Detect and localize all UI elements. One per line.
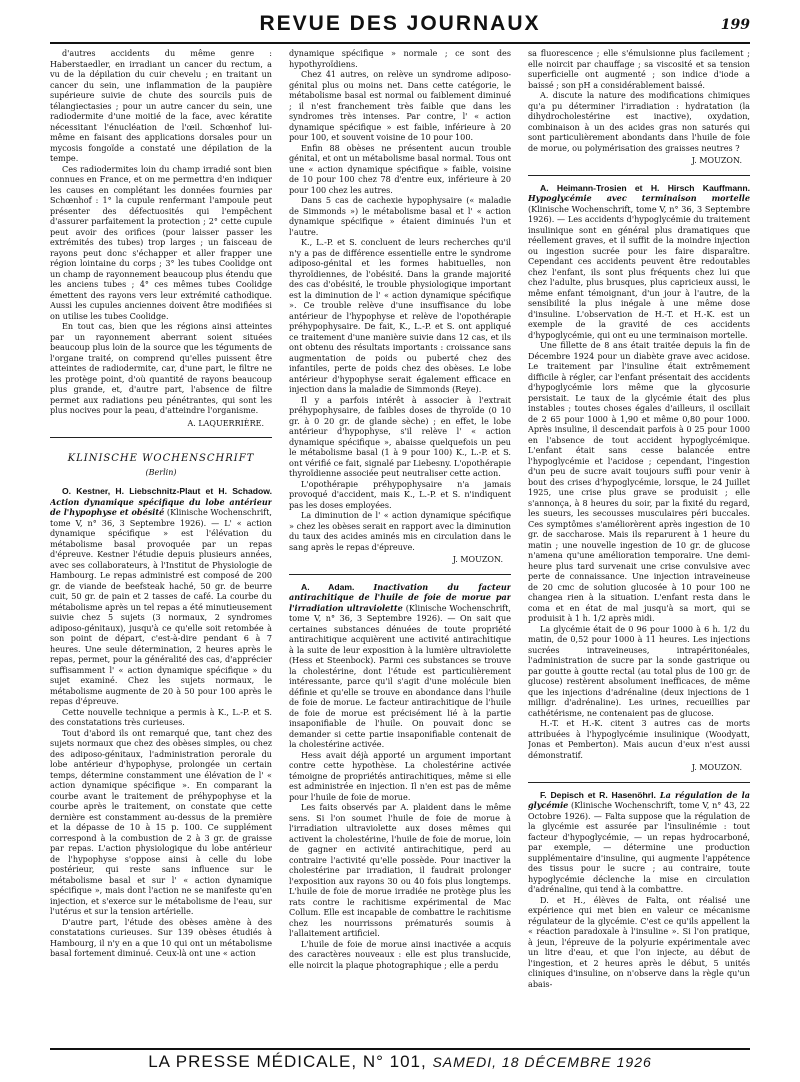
author-signature: J. MOUZON. [691, 156, 742, 165]
column-1 [50, 48, 272, 1036]
divider [289, 574, 511, 575]
paragraph: d'autres accidents du même genre : Haberstaedler, en irradiant un cancer du rectum, a vu de la dépilation du cuir chevelu ; en traitant un cancer du sein, une inflammation de la paupière supérieure suivie de chute des sourcils puis de télangiectasies ; pour un autre cancer du sein, une radiodermite d'une moitié de la face, avec kératite nécessitant l'énucléation de l'œil. Schœnhof lui-même en faisant des applications dorsales pour un mycosis fongoïde a constaté une dépilation de la tempe. [50, 48, 272, 163]
divider [50, 437, 272, 438]
paragraph: H.-T. et H.-K. citent 3 autres cas de morts attribuées à l'hypoglycémie insulinique (Woodyatt, Jonas et Pemberton). Mais aucun d'eux n'est aussi démonstratif. [528, 718, 750, 760]
paragraph: Dans 5 cas de cachexie hypophysaire (« maladie de Simmonds ») le métabolisme basal et l' « action dynamique spécifique » étaient diminués l'un et l'autre. [289, 195, 511, 237]
footer-date: SAMEDI, 18 DÉCEMBRE 1926 [432, 1054, 652, 1070]
paragraph: K., L.-P. et S. concluent de leurs recherches qu'il n'y a pas de différence essentielle entre le syndrome adiposo-génital et les formes habituelles, non thyroïdiennes, de l'obésité. Dans la grande majorité des cas d'obésité, le trouble physiologique important est la diminution de l' « action dynamique spécifique ». Ce trouble relève d'une insuffisance du lobe antérieur de l'hypophyse et relève de l'opothérapie préhypophysaire. De fait, K., L.-P. et S. ont appliqué ce traitement d'une manière suivie dans 12 cas, et ils ont obtenu des résultats importants : croissance sans augmentation de poids ou puberté chez des infantiles, perte de poids chez des obèses. Le lobe antérieur d'hypophyse serait également efficace en injection dans la maladie de Simmonds (Reye). [289, 237, 511, 394]
paragraph: dynamique spécifique » normale ; ce sont des hypothyroïdiens. [289, 48, 511, 69]
page-header [50, 10, 750, 44]
column-3 [528, 48, 750, 1036]
paragraph: Tout d'abord ils ont remarqué que, tant chez des sujets normaux que chez des obèses simples, ou chez des adiposo-génitaux, l'administration perorale du lobe antérieur d'hypophyse, prolongée un certain temps, détermine constamment une élévation de l' « action dynamique spécifique ». En comparant la courbe avant le traitement de préhypophyse et la courbe après le traitement, on constate que cette dernière est constamment au-dessus de la première et la dépasse de 10 à 15 p. 100. Ce supplément correspond à la combustion de 2 à 3 gr. de graisse par repas. L'action physiologique du lobe antérieur de l'hypophyse s'oppose ainsi à celle du lobe postérieur, qui reste sans influence sur le métabolisme basal et sur l' « action dynamique spécifique », mais dont l'action ne se manifeste qu'en injection, et s'exerce sur le métabolisme de l'eau, sur l'utérus et sur la tension artérielle. [50, 727, 272, 916]
paragraph: Il y a parfois intérêt à associer à l'extrait préhypophysaire, de faibles doses de thyroïde (0 10 gr. à 0 20 gr. de glande sèche) ; en effet, le lobe antérieur d'hypophyse, s'il relève l' « action dynamique spécifique », abaisse quelquefois un peu le métabolisme basal (1 à 9 pour 100) K., L.-P. et S. ont vérifié ce fait, signalé par Liebesny. L'opothérapie thyroïdienne associée peut neutraliser cette action. [289, 394, 511, 478]
article-authors: F. Depisch et R. Hasenöhrl. [540, 789, 656, 800]
article-title: Hypoglycémie avec terminaison mortelle [528, 193, 750, 203]
paragraph: L'huile de foie de morue ainsi inactivée a acquis des caractères nouveaux : elle est plus translucide, elle noircit la plaque photographique ; elle a perdu [289, 938, 511, 970]
article-paragraph [528, 790, 750, 895]
paragraph: Une fillette de 8 ans était traitée depuis la fin de Décembre 1924 pour un diabète grave avec acidose. Le traitement par l'insuline était extrêmement difficile à régler, car l'enfant présentait des accidents d'hypoglycémie lors même que la glycosurie persistait. Le taux de la glycémie était des plus instables ; toutes choses égales d'ailleurs, il oscillait de 2 65 pour 1000 à 1,90 et même 0,80 pour 1000. Après insuline, il descendait parfois à 0 25 pour 1000 en l'absence de tout accident hypoglycémique. L'enfant était sans cesse balancée entre l'hypoglycémie et l'acidose ; cependant, l'ingestion d'un peu de sucre avait toujours suffi pour venir à bout des crises d'hypoglycémie, lorsque, le 24 Juillet 1925, une crise plus grave se produisit ; elle s'annonça, à 8 heures du soir, par la fixité du regard, les sueurs, les secousses musculaires péri buccales. Ces symptômes s'améliorèrent après ingestion de 10 gr. de saccharose. Mais ils reparurent à 1 heure du matin ; une nouvelle ingestion de 10 gr. de glucose n'amena qu'une amélioration temporaire. Une demi-heure plus tard survenait une crise convulsive avec perte de connaissance. Une injection intraveineuse de 20 cmc de solution glucosée à 10 pour 100 ne changea rien à la situation. L'enfant resta dans le coma et en état de mal jusqu'à sa mort, qui se produisit à 1 h. 1/2 après midi. [528, 340, 750, 623]
article-authors: A. Adam. [301, 581, 355, 592]
running-title: REVUE DES JOURNAUX [259, 12, 541, 35]
article-paragraph [528, 183, 750, 341]
paragraph: sa fluorescence ; elle s'émulsionne plus facilement ; elle noircit par chauffage ; sa viscosité et sa tension superficielle ont augmenté ; son indice d'iode a baissé ; son pH a considérablement baissé. [528, 48, 750, 90]
paragraph: D. et H., élèves de Falta, ont réalisé une expérience qui met bien en valeur ce mécanisme régulateur de la glycémie. C'est ce qu'ils appellent la « réaction paradoxale à l'insuline ». Si l'on pratique, à jeun, l'épreuve de la polyurie expérimentale avec un litre d'eau, et que l'on injecte, au début de l'ingestion, et 2 heures après le début, 5 unités cliniques d'insuline, on n'observe dans la règle qu'un abais- [528, 894, 750, 989]
divider [528, 175, 750, 176]
paragraph: Chez 41 autres, on relève un syndrome adiposo-génital plus ou moins net. Dans cette catégorie, le métabolisme basal est normal ou faiblement diminué ; il n'est franchement très faible que dans les syndromes très intenses. Par contre, l' « action dynamique spécifique » est faible, inférieure à 20 pour 100, et souvent voisine de 10 pour 100. [289, 69, 511, 142]
paragraph: La glycémie était de 0 96 pour 1000 à 6 h. 1/2 du matin, de 0,52 pour 1000 à 11 heures. Les injections sucrées intraveineuses, intrapéritonéales, l'administration de sucre par la sonde gastrique ou par goutte à goutte rectal (au total plus de 100 gr. de glucose) restèrent absolument inefficaces, de même que les injections d'adrénaline (deux injections de 1 milligr. d'adrénaline). Les urines, recueillies par cathétérisme, ne contenaient pas de glucose. [528, 623, 750, 718]
paragraph: Cette nouvelle technique a permis à K., L.-P. et S. des constatations très curieuses. [50, 706, 272, 727]
article-title: Action dynamique spécifique du lobe antérieur de l'hypophyse et obésité [50, 496, 272, 517]
section-subtitle: (Berlin) [145, 467, 177, 477]
paragraph: Hess avait déjà apporté un argument important contre cette hypothèse. La cholestérine activée témoigne de propriétés antirachitiques, même si elle est administrée en injection. Il n'en est pas de même pour l'huile de foie de morue. [289, 749, 511, 802]
paragraph: En tout cas, bien que les régions ainsi atteintes par un rayonnement aberrant soient situées beaucoup plus loin de la source que les téguments de l'organe traité, on comprend qu'elles puissent être atteintes de radiodermite, car, d'une part, le filtre ne les protège point, d'où quantité de rayons beaucoup plus grande, et, d'autre part, l'absence de filtre permet aux radiations peu pénétrantes, qui sont les plus nocives pour la peau, d'atteindre l'organisme. [50, 321, 272, 415]
author-signature: J. MOUZON. [452, 555, 503, 564]
section-title: KLINISCHE WOCHENSCHRIFT [67, 453, 255, 464]
article-text: (Klinische Wochenschrift, tome V, n° 43, 22 Octobre 1926). — Falta suppose que la régulation de la glycémie est assurée par l'insulinémie : tout facteur d'hypoglycémie, — un repas hydrocarboné, par exemple, — détermine une production supplémentaire d'insuline, qui augmente l'appétence des tissus pour le sucre ; au contraire, toute hypoglycémie déclenche la mise en circulation d'adrénaline, qui tend à la combattre. [528, 800, 750, 894]
page-footer [50, 1048, 750, 1078]
footer-journal: LA PRESSE MÉDICALE, N° 101, [148, 1052, 427, 1071]
paragraph: D'autre part, l'étude des obèses amène à des constatations curieuses. Sur 139 obèses étudiés à Hambourg, il n'y en a que 10 qui ont un métabolisme basal fortement diminué. Ceux-là ont une « action [50, 916, 272, 958]
divider [528, 782, 750, 783]
paragraph: L'opothérapie préhypophysaire n'a jamais provoqué d'accident, mais K., L.-P. et S. n'indiquent pas les doses employées. [289, 478, 511, 510]
article-paragraph [289, 582, 511, 750]
article-text: (Klinische Wochenschrift, tome V, n° 36, 3 Septembre 1926). — On sait que certaines substances dénuées de toute propriété antirachitique acquièrent une activité antirachitique à la suite de leur exposition à la lumière ultraviolette (Hess et Steenbock). Parmi ces substances se trouve la cholestérine, dont l'étude est particulièrement intéressante, parce qu'il s'agit d'une molécule bien définie et qu'elle se trouve en abondance dans l'huile de foie de morue. Le facteur antirachitique de l'huile de foie de morue est précisément lié à la partie insaponifiable de l'huile. On pouvait donc se demander si cette partie insaponifiable contenait de la cholestérine activée. [289, 602, 511, 749]
footer-line [50, 1052, 750, 1072]
article-text: (Klinische Wochenschrift, tome V, n° 36, 3 Septembre 1926). — Les accidents d'hypoglycémie du traitement insulinique sont en général plus dramatiques que réellement graves, et il suffit de la moindre injection ou ingestion sucrée pour les faire disparaître. Cependant ces accidents peuvent être redoutables chez l'enfant, ils sont plus fréquents chez lui que chez l'adulte, plus brusques, plus capricieux aussi, le même enfant témoignant, d'un jour à l'autre, de la sensibilité la plus inégale à une même dose d'insuline. L'observation de H.-T. et H.-K. est un exemple de la gravité de ces accidents d'hypoglycémie, qui ont eu une terminaison mortelle. [528, 203, 750, 340]
paragraph: La diminution de l' « action dynamique spécifique » chez les obèses serait en rapport avec la diminution du taux des acides aminés mis en circulation dans le sang après le repas d'épreuve. [289, 510, 511, 552]
column-2 [289, 48, 511, 1036]
author-signature: J. MOUZON. [691, 763, 742, 772]
paragraph: A. discute la nature des modifications chimiques qu'a pu déterminer l'irradiation : hydratation (la dihydrocholestérine est inactive), oxydation, combinaison à un des acides gras non saturés qui sont particulièrement abondants dans l'huile de foie de morue, ou polymérisation des graisses neutres ? [528, 90, 750, 153]
paragraph: Ces radiodermites loin du champ irradié sont bien connues en France, et on me permettra d'en indiquer les causes en complétant les données fournies par Schœnhof : 1° la cupule renfermant l'ampoule peut présenter des défectuosités qui l'empêchent d'assurer parfaitement la protection ; 2° cette cupule peut avoir des orifices (pour laisser passer les extrémités des tubes) trop larges ; un faisceau de rayons peut donc s'échapper et aller frapper une région lointaine du corps ; 3° les tubes Coolidge ont un champ de rayonnement beaucoup plus étendu que les anciens tubes ; 4° ces mêmes tubes Coolidge émettent des rayons vers leur extrémité cathodique. Aussi les cupules anciennes doivent être modifiées si on utilise les tubes Coolidge. [50, 163, 272, 321]
article-authors: A. Heimann-Trosien et H. Hirsch Kauffmann. [540, 182, 750, 193]
paragraph: Les faits observés par A. plaident dans le même sens. Si l'on soumet l'huile de foie de morue à l'irradiation ultraviolette aux doses mêmes qui activent la cholestérine, l'huile de foie de morue, loin de gagner en activité antirachitique, perd au contraire l'activité qu'elle possède. Pour inactiver la cholestérine par irradiation, il faudrait prolonger l'exposition aux rayons 30 ou 40 fois plus longtemps. L'huile de foie de morue irradiée ne protège plus les rats contre le rachitisme expérimental de Mac Collum. Elle est incapable de combattre le rachitisme chez les nourrissons prématurés soumis à l'allaitement artificiel. [289, 802, 511, 938]
article-paragraph [50, 486, 272, 707]
article-title: Inactivation du facteur antirachitique de l'huile de foie de morue par l'irradiation ultraviolette [289, 581, 511, 613]
text-columns [50, 48, 750, 1036]
article-authors: O. Kestner, H. Liebschnitz-Plaut et H. Schadow. [62, 486, 272, 496]
author-signature: A. LAQUERRIÈRE. [187, 418, 264, 428]
paragraph: Enfin 88 obèses ne présentent aucun trouble génital, et ont un métabolisme basal normal. Tous ont une « action dynamique spécifique » faible, voisine de 10 pour 100 chez 78 d'entre eux, inférieure à 20 pour 100 chez les autres. [289, 142, 511, 195]
article-text: (Klinische Wochenschrift, tome V, n° 36, 3 Septembre 1926). — L' « action dynamique spécifique » est l'élévation du métabolisme basal provoquée par un repas d'épreuve. Kestner l'étudie depuis plusieurs années, avec ses collaborateurs, à l'Institut de Physiologie de Hambourg. Le repas administré est composé de 200 gr. de viande de beefsteak haché, 50 gr. de beurre cuit, 50 gr. de pain et 2 tasses de café. La courbe du métabolisme après un tel repas a été minutieusement suivie chez 5 sujets (3 normaux, 2 syndromes adiposo-génitaux), jusqu'à ce qu'elle soit retombée à son point de départ, c'est-à-dire pendant 6 à 7 heures. Une seule détermination, 2 heures après le repas, permet, pour la généralité des cas, d'apprécier suffisamment l' « action dynamique spécifique » du sujet examiné. Chez les sujets normaux, le métabolisme augmente de 20 à 50 pour 100 après le repas d'épreuve. [50, 507, 272, 706]
page-number: 199 [720, 17, 750, 33]
article-title: La régulation de la glycémie [528, 789, 750, 810]
